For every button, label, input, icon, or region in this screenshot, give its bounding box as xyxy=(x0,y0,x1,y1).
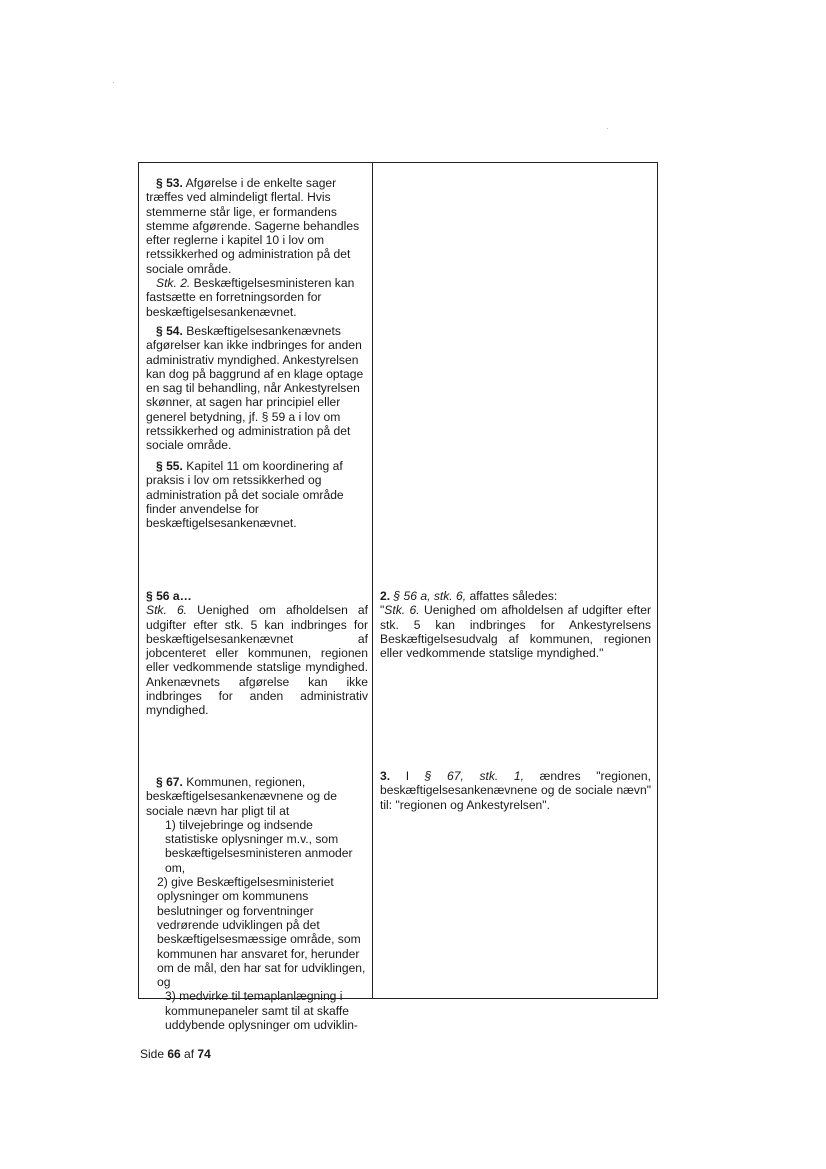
list-item: 3) medvirke til temaplanlægning i kommunepaneler samt til at skaffe uddybende oplysninger om udviklin- xyxy=(165,989,358,1033)
section-number: § 67. xyxy=(156,775,183,789)
amendment-number: 2. xyxy=(380,589,391,603)
quote-open: " xyxy=(380,603,385,618)
scan-speck xyxy=(607,128,608,129)
section-56a xyxy=(146,589,368,718)
comparison-table xyxy=(138,162,658,1033)
footer-middle: af xyxy=(180,1047,198,1061)
section-54 xyxy=(146,324,368,453)
stk-label: Stk. 6. xyxy=(146,603,188,618)
section-heading: § 56 a… xyxy=(146,589,192,603)
list-item: 2) give Beskæftigelsesministeriet oplysninger om kommunens beslutninger og forventninger vedrørende udviklingen på det beskæftigelsesmæssige område, som kommunen har ansvaret for, herunder om de mål, den har sat for udviklingen, og xyxy=(157,875,366,990)
section-text: Kommunen, regionen, beskæftigelsesankenævnene og de sociale nævn har pligt til at xyxy=(146,775,337,818)
amendment-reference: § 67, stk. 1, xyxy=(424,769,525,783)
amendment-text: ændres "regionen, beskæftigelsesankenævnene og de sociale nævn" til: "regionen og Ankestyrelsen". xyxy=(380,769,651,812)
section-53 xyxy=(146,176,368,319)
section-number: § 55. xyxy=(156,459,183,473)
section-text: Beskæftigelsesankenævnets afgørelser kan ikke indbringes for anden administrativ myndighed. Ankestyrelsen kan dog på baggrund af en klage optage en sag til behandling, når Ankestyrelsen skønner, at sagen har principiel eller generel betydning, jf. § 59 a i lov om retssikkerhed og administration på det sociale område. xyxy=(146,324,364,453)
section-number: § 54. xyxy=(156,324,183,338)
stk-label: Stk. 6. xyxy=(384,603,420,618)
stk-text: Beskæftigelsesministeren kan fastsætte en forretningsorden for beskæftigelsesankenævnet. xyxy=(146,276,355,319)
scan-speck xyxy=(113,82,114,83)
current-page-number: 66 xyxy=(167,1047,181,1061)
section-text: Kapitel 11 om koordinering af praksis i lov om retssikkerhed og administration på det sociale område finder anvendelse for beskæftigelsesankenævnet. xyxy=(146,459,344,531)
footer-prefix: Side xyxy=(140,1047,168,1061)
section-67 xyxy=(146,775,368,1032)
section-55 xyxy=(146,459,368,530)
page-footer xyxy=(140,1047,211,1061)
list-item: 1) tilvejebringe og indsende statistiske oplysninger m.v., som beskæftigelsesministeren anmoder om, xyxy=(165,817,353,875)
amendment-text: affattes således: xyxy=(466,589,558,603)
quoted-text: Uenighed om afholdelsen af udgifter efter stk. 5 kan indbringes for Ankestyrelsens Beskæftigelsesudvalg af kommunen, regionen eller vedkommende statslige myndighed." xyxy=(380,603,651,661)
stk-label: Stk. 2. xyxy=(156,276,191,291)
column-divider xyxy=(372,163,373,998)
amendment-3 xyxy=(380,769,651,812)
amendment-reference: § 56 a, stk. 6, xyxy=(393,589,467,603)
amendment-2 xyxy=(380,589,651,660)
amendment-text: I xyxy=(390,769,425,783)
stk-text: Uenighed om afholdelsen af udgifter efter stk. 5 kan indbringes for beskæftigelsesankenævnet af jobcenteret eller kommunen, regionen eller vedkommende statslige myndighed. Ankenævnets afgørelse kan ikke indbringes for anden administrativ myndighed. xyxy=(146,603,368,718)
section-number: § 53. xyxy=(156,176,183,190)
amendment-number: 3. xyxy=(380,769,391,783)
total-pages-number: 74 xyxy=(197,1047,211,1061)
section-text: Afgørelse i de enkelte sager træffes ved almindeligt flertal. Hvis stemmerne står lige, er formandens stemme afgørende. Sagerne behandles efter reglerne i kapitel 10 i lov om retssikkerhed og administration på det sociale område. xyxy=(146,176,360,276)
